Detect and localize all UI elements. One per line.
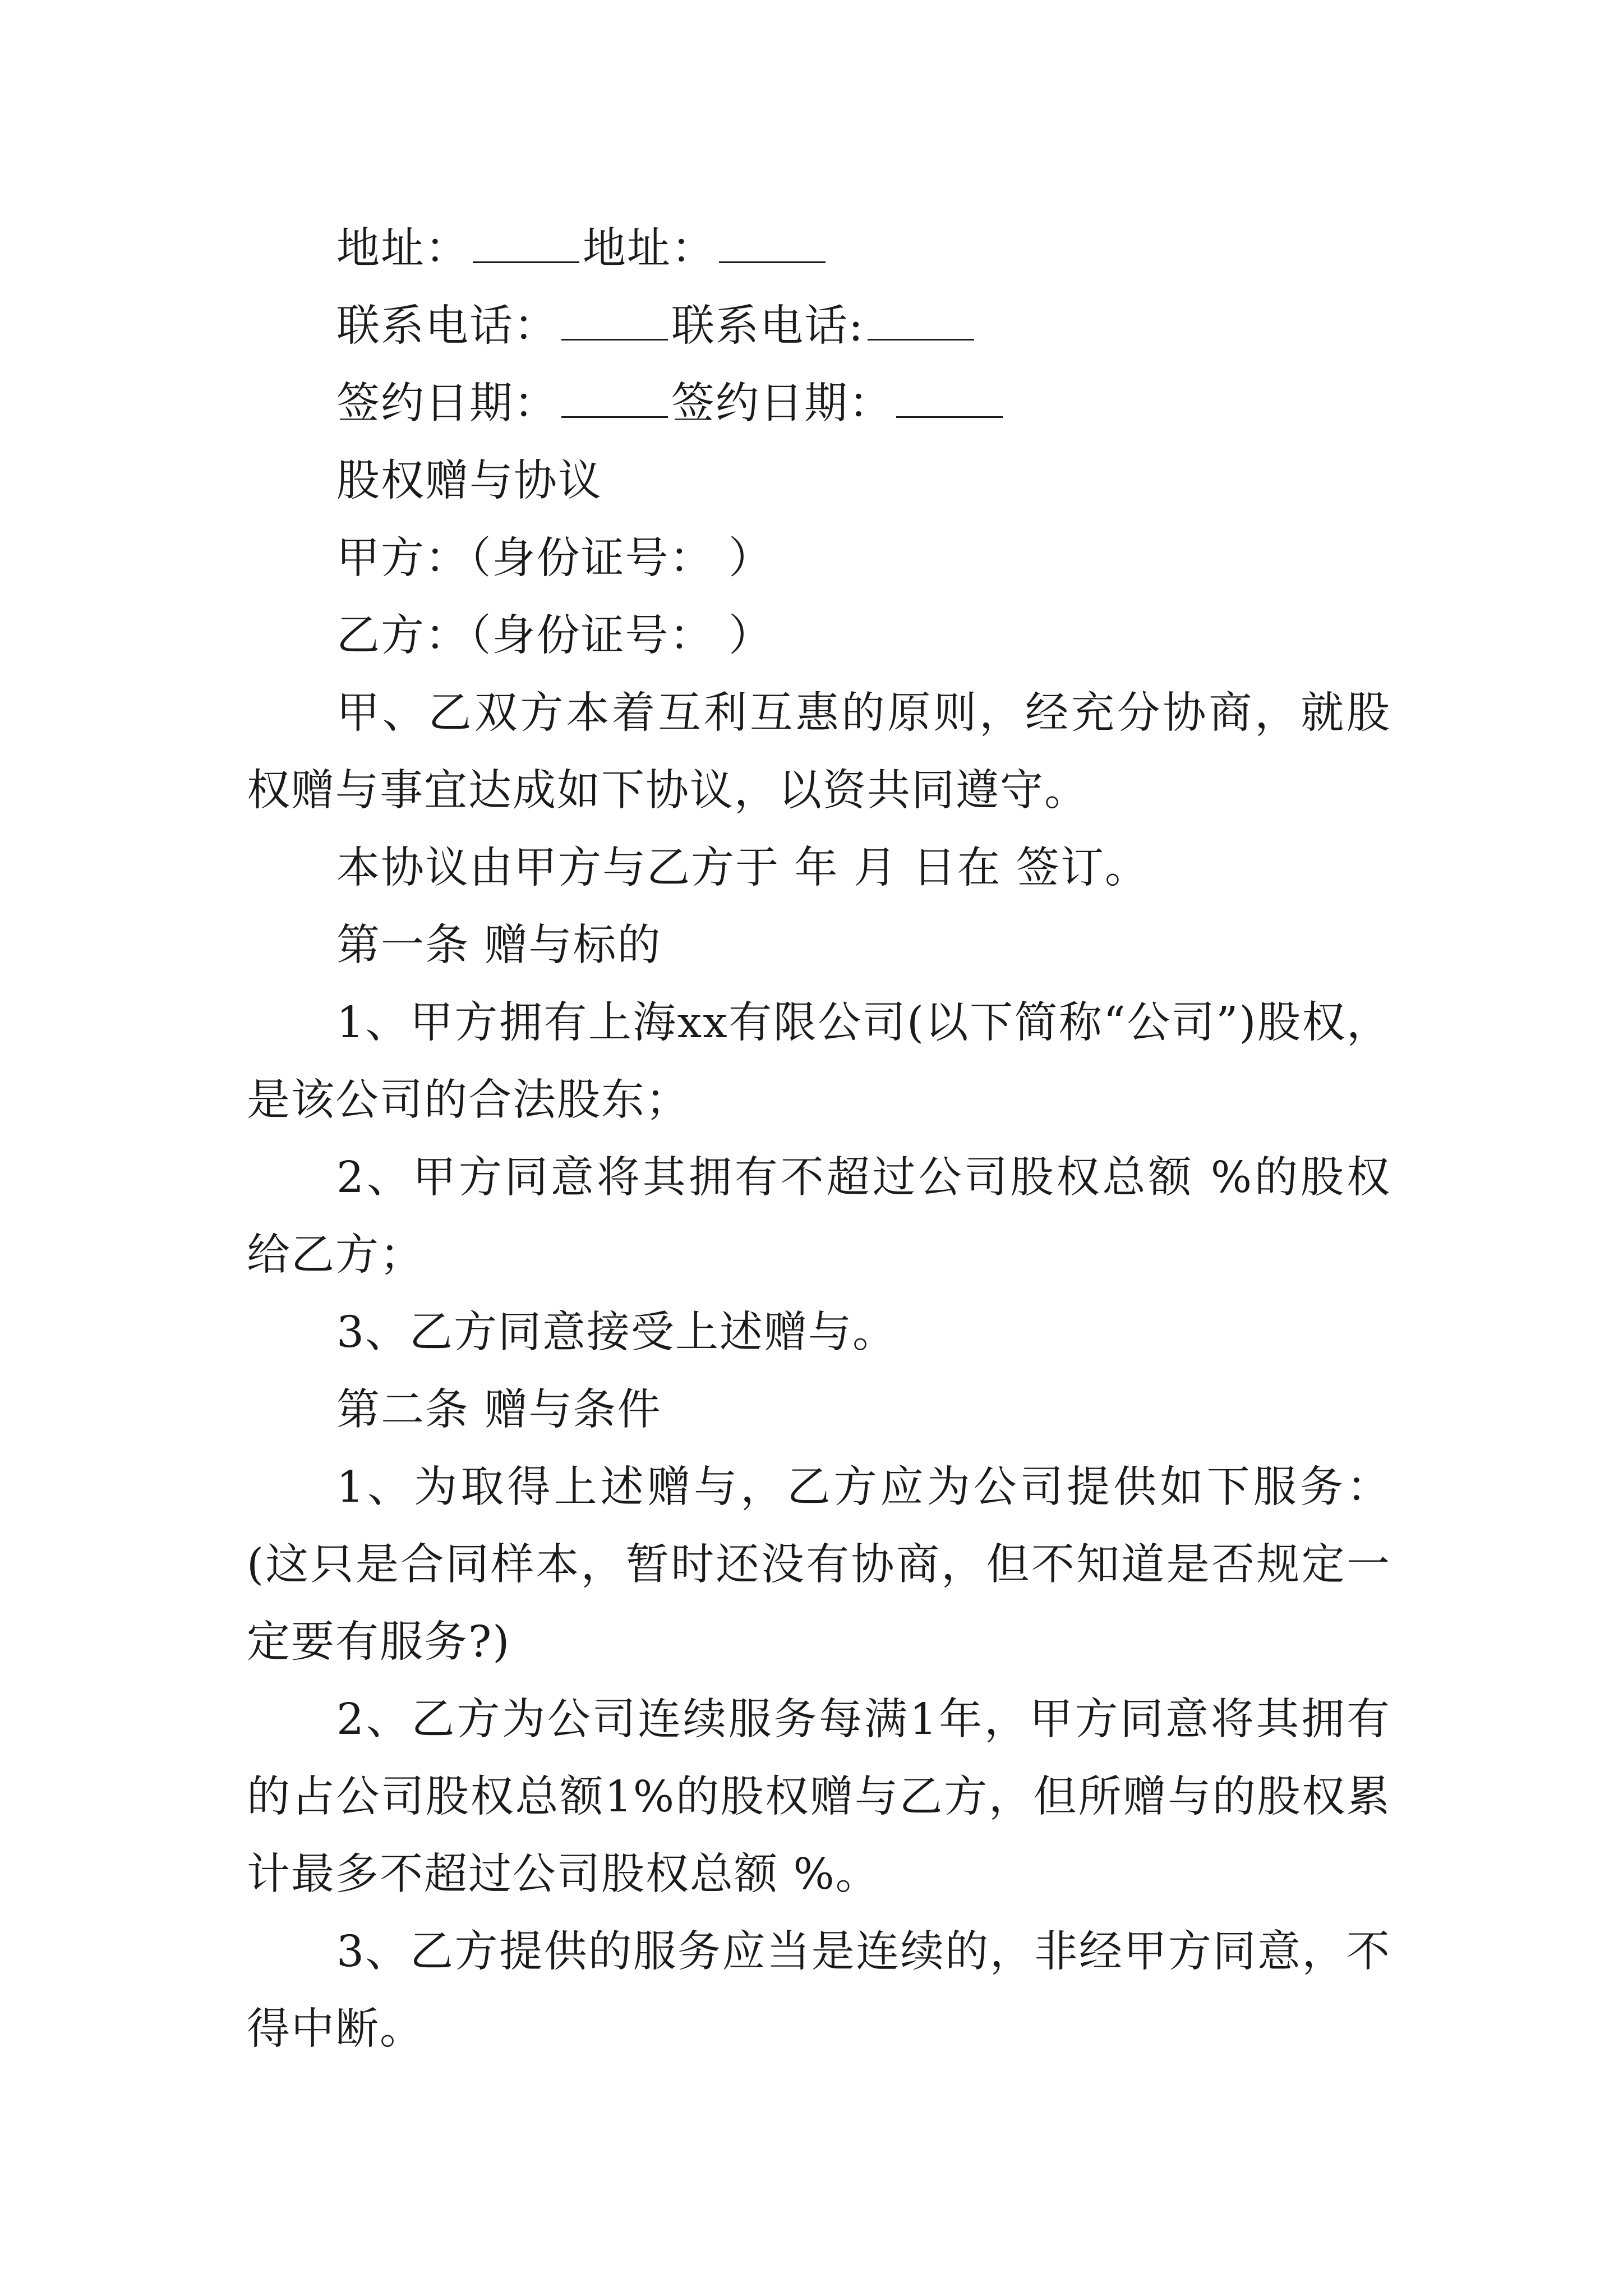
party-b-line: 乙方：（身份证号： ） — [336, 611, 773, 661]
signing-paragraph: 本协议由甲方与乙方于 年 月 日在 签订。 — [336, 843, 1149, 893]
date-label-party-b: 签约日期： — [671, 379, 893, 429]
address-blank-party-b — [719, 227, 826, 263]
preamble-paragraph: 甲、乙双方本着互利互惠的原则，经充分协商，就股权赠与事宜达成如下协议，以资共同遵守。 — [247, 688, 1391, 816]
article-2-heading: 第二条 赠与条件 — [336, 1385, 662, 1435]
article-2-item-2: 2、乙方为公司连续服务每满1年，甲方同意将其拥有的占公司股权总额1%的股权赠与乙方，但所赠与的股权累计最多不超过公司股权总额 %。 — [247, 1695, 1391, 1899]
address-label-party-b: 地址： — [583, 224, 716, 274]
document-body — [247, 210, 1391, 2068]
phone-blank-party-a — [561, 304, 668, 341]
date-blank-party-b — [896, 381, 1003, 418]
article-1-item-2: 2、甲方同意将其拥有不超过公司股权总额 %的股权给乙方； — [247, 1153, 1391, 1280]
date-blank-party-a — [561, 381, 668, 418]
phone-label-party-a: 联系电话： — [336, 301, 558, 351]
article-2-item-3: 3、乙方提供的服务应当是连续的，非经甲方同意，不得中断。 — [247, 1927, 1391, 2054]
address-row — [247, 210, 1391, 288]
phone-label-party-b: 联系电话: — [671, 301, 864, 351]
article-1-item-1: 1、甲方拥有上海xx有限公司(以下简称“公司”)股权，是该公司的合法股东； — [247, 998, 1391, 1125]
party-a-line: 甲方：（身份证号： ） — [336, 533, 773, 583]
phone-row — [247, 288, 1391, 365]
signing-date-row — [247, 365, 1391, 443]
address-label-party-a: 地址： — [336, 224, 469, 274]
article-2-item-1: 1、为取得上述赠与，乙方应为公司提供如下服务：(这只是合同样本，暂时还没有协商，但不知道是否规定一定要有服务?) — [247, 1462, 1391, 1667]
address-blank-party-a — [473, 227, 579, 263]
document-title: 股权赠与协议 — [336, 456, 602, 506]
date-label-party-a: 签约日期： — [336, 379, 558, 429]
phone-blank-party-b — [868, 304, 974, 341]
article-1-item-3: 3、乙方同意接受上述赠与。 — [336, 1308, 897, 1358]
article-1-heading: 第一条 赠与标的 — [336, 921, 662, 970]
